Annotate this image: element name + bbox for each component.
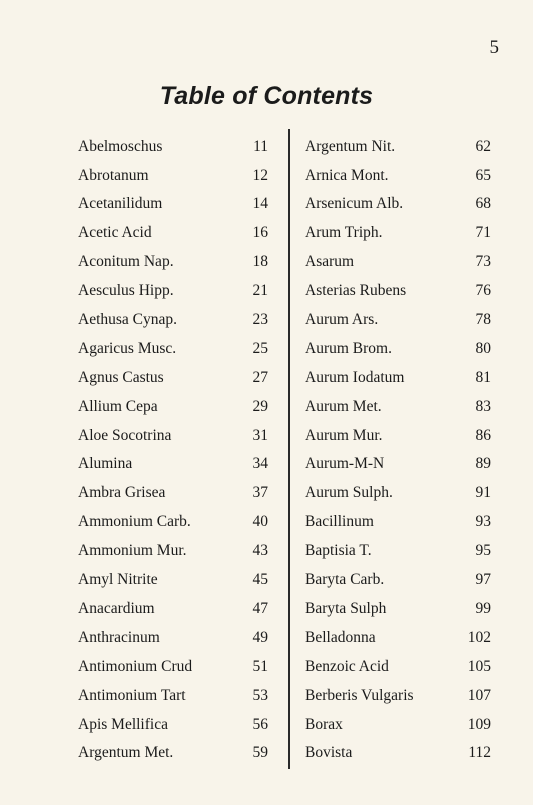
toc-entry-page: 34 [252, 455, 268, 473]
toc-entry-page: 51 [252, 657, 268, 675]
toc-entry [305, 190, 491, 219]
toc-entry-page: 97 [475, 571, 491, 589]
toc-entry [78, 421, 268, 450]
toc-entry-name: Aloe Socotrina [78, 426, 172, 444]
toc-entry-page: 14 [252, 195, 268, 213]
toc-entry-name: Acetic Acid [78, 224, 152, 242]
toc-entry-page: 86 [475, 426, 491, 444]
toc-entry [78, 623, 268, 652]
toc-entry-page: 83 [475, 397, 491, 415]
toc-entry [305, 334, 491, 363]
toc-entry-page: 112 [468, 744, 491, 762]
toc-entry-page: 107 [467, 686, 491, 704]
toc-entry-page: 25 [252, 339, 268, 357]
toc-entry [78, 248, 268, 277]
toc-entry-name: Antimonium Tart [78, 686, 186, 704]
toc-entry [305, 219, 491, 248]
toc-entry-page: 78 [475, 311, 491, 329]
toc-entry-page: 80 [475, 339, 491, 357]
toc-entry [305, 132, 491, 161]
toc-entry-name: Acetanilidum [78, 195, 163, 213]
toc-entry-page: 18 [252, 253, 268, 271]
toc-entry-name: Aesculus Hipp. [78, 282, 174, 300]
toc-left-column [78, 132, 268, 768]
toc-entry-page: 59 [252, 744, 268, 762]
toc-entry [78, 392, 268, 421]
toc-entry [78, 739, 268, 768]
toc-entry-page: 45 [252, 571, 268, 589]
toc-entry [78, 305, 268, 334]
toc-entry [305, 565, 491, 594]
toc-entry-name: Baryta Carb. [305, 571, 385, 589]
toc-entry [305, 450, 491, 479]
toc-entry-page: 109 [467, 715, 491, 733]
toc-entry [78, 652, 268, 681]
toc-entry [78, 710, 268, 739]
toc-entry-name: Berberis Vulgaris [305, 686, 414, 704]
page-title: Table of Contents [159, 82, 374, 110]
toc-entry [305, 305, 491, 334]
toc-entry-page: 91 [475, 484, 491, 502]
toc-entry-name: Aurum Brom. [305, 339, 392, 357]
toc-entry-page: 23 [252, 311, 268, 329]
toc-entry-name: Alumina [78, 455, 133, 473]
toc-entry-name: Allium Cepa [78, 397, 158, 415]
toc-entry [305, 161, 491, 190]
toc-entry-name: Bovista [305, 744, 353, 762]
toc-entry-name: Aurum Sulph. [305, 484, 393, 502]
toc-entry [305, 623, 491, 652]
toc-entry [305, 479, 491, 508]
toc-entry-name: Agnus Castus [78, 368, 164, 386]
toc-entry-name: Abrotanum [78, 166, 149, 184]
toc-entry-page: 76 [475, 282, 491, 300]
toc-entry-page: 68 [475, 195, 491, 213]
toc-entry [305, 248, 491, 277]
toc-entry-page: 105 [467, 657, 491, 675]
toc-entry-page: 43 [252, 542, 268, 560]
toc-entry [305, 421, 491, 450]
toc-entry-name: Anthracinum [78, 628, 160, 646]
toc-entry-name: Aurum Met. [305, 397, 382, 415]
column-divider [288, 129, 290, 769]
toc-entry-name: Antimonium Crud [78, 657, 193, 675]
toc-entry-name: Agaricus Musc. [78, 339, 177, 357]
toc-entry-page: 62 [475, 137, 491, 155]
toc-entry-name: Benzoic Acid [305, 657, 389, 675]
toc-entry-name: Asterias Rubens [305, 282, 407, 300]
toc-right-column [305, 132, 491, 768]
toc-entry [78, 565, 268, 594]
toc-entry [78, 132, 268, 161]
toc-entry-page: 73 [475, 253, 491, 271]
toc-entry [78, 161, 268, 190]
toc-entry [305, 276, 491, 305]
toc-entry-page: 89 [475, 455, 491, 473]
toc-entry-name: Bacillinum [305, 513, 374, 531]
toc-entry [78, 479, 268, 508]
toc-entry [78, 276, 268, 305]
toc-entry-page: 93 [475, 513, 491, 531]
toc-entry-name: Apis Mellifica [78, 715, 168, 733]
toc-entry-page: 95 [475, 542, 491, 560]
toc-entry-name: Baryta Sulph [305, 599, 387, 617]
toc-entry-page: 65 [475, 166, 491, 184]
toc-entry-name: Aurum Ars. [305, 311, 379, 329]
toc-entry-name: Aurum-M-N [305, 455, 385, 473]
toc-entry-page: 102 [467, 628, 491, 646]
page-number: 5 [489, 37, 499, 58]
toc-entry-page: 16 [252, 224, 268, 242]
toc-entry-page: 11 [253, 137, 268, 155]
toc-entry-name: Anacardium [78, 599, 155, 617]
toc-entry [305, 536, 491, 565]
toc-entry [305, 652, 491, 681]
toc-entry-name: Ammonium Mur. [78, 542, 187, 560]
toc-entry-page: 47 [252, 599, 268, 617]
toc-entry-name: Arum Triph. [305, 224, 383, 242]
toc-entry [305, 363, 491, 392]
toc-entry-page: 37 [252, 484, 268, 502]
toc-entry-page: 81 [475, 368, 491, 386]
toc-entry-name: Abelmoschus [78, 137, 163, 155]
toc-entry-name: Ambra Grisea [78, 484, 166, 502]
toc-entry [305, 392, 491, 421]
toc-entry-name: Baptisia T. [305, 542, 372, 560]
toc-entry-name: Ammonium Carb. [78, 513, 191, 531]
toc-entry [78, 190, 268, 219]
toc-entry-page: 29 [252, 397, 268, 415]
toc-entry-name: Arnica Mont. [305, 166, 389, 184]
toc-entry [305, 739, 491, 768]
toc-entry [78, 334, 268, 363]
toc-entry [78, 219, 268, 248]
toc-entry-page: 12 [252, 166, 268, 184]
toc-entry-page: 49 [252, 628, 268, 646]
toc-entry-name: Aurum Iodatum [305, 368, 405, 386]
toc-entry [305, 594, 491, 623]
toc-entry [78, 450, 268, 479]
toc-entry [78, 363, 268, 392]
toc-entry-page: 31 [252, 426, 268, 444]
toc-entry [305, 681, 491, 710]
toc-entry-name: Amyl Nitrite [78, 571, 158, 589]
toc-entry-page: 99 [475, 599, 491, 617]
toc-entry [305, 508, 491, 537]
toc-entry [78, 508, 268, 537]
toc-entry-page: 56 [252, 715, 268, 733]
toc-entry-name: Asarum [305, 253, 355, 271]
toc-entry-page: 21 [252, 282, 268, 300]
toc-entry-name: Belladonna [305, 628, 376, 646]
toc-entry-page: 71 [475, 224, 491, 242]
toc-entry-name: Borax [305, 715, 343, 733]
toc-entry [305, 710, 491, 739]
toc-entry-name: Aconitum Nap. [78, 253, 174, 271]
toc-entry [78, 681, 268, 710]
toc-entry-page: 40 [252, 513, 268, 531]
toc-entry-name: Argentum Nit. [305, 137, 396, 155]
toc-entry [78, 536, 268, 565]
toc-entry-name: Argentum Met. [78, 744, 174, 762]
toc-entry [78, 594, 268, 623]
toc-entry-name: Arsenicum Alb. [305, 195, 404, 213]
toc-entry-name: Aethusa Cynap. [78, 311, 178, 329]
toc-entry-page: 27 [252, 368, 268, 386]
toc-entry-page: 53 [252, 686, 268, 704]
toc-entry-name: Aurum Mur. [305, 426, 383, 444]
